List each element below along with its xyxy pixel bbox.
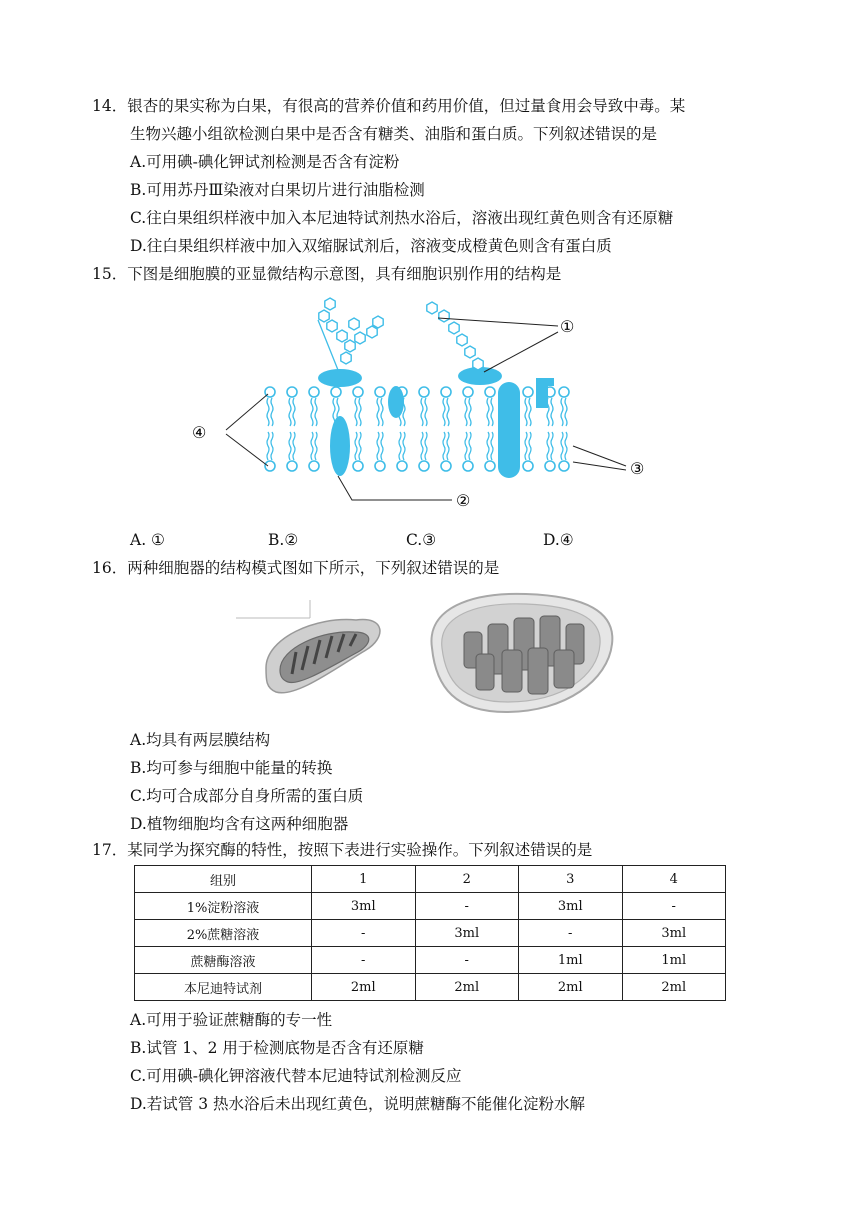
lipid-bilayer-top — [265, 387, 569, 426]
q15-option-d: D.④ — [543, 531, 574, 549]
q14-stem-2: 生物兴趣小组欲检测白果中是否含有糖类、油脂和蛋白质。下列叙述错误的是 — [130, 125, 658, 143]
q15-option-a: A. ① — [130, 531, 165, 549]
q16-option-b: B.均可参与细胞中能量的转换 — [130, 759, 333, 777]
q16-number: 16． — [92, 559, 128, 577]
q16-stem: 两种细胞器的结构模式图如下所示，下列叙述错误的是 — [127, 559, 500, 577]
q14-option-d: D.往白果组织样液中加入双缩脲试剂后，溶液变成橙黄色则含有蛋白质 — [130, 237, 612, 255]
q17-number: 17． — [92, 841, 128, 859]
experiment-table — [134, 865, 726, 1001]
label-1: ① — [560, 317, 575, 336]
chloroplast-image — [431, 594, 612, 712]
label-leaders — [226, 318, 626, 500]
q17-option-a: A.可用于验证蔗糖酶的专一性 — [130, 1011, 333, 1029]
q17-option-c: C.可用碘-碘化钾溶液代替本尼迪特试剂检测反应 — [130, 1067, 462, 1085]
table-cell: - — [415, 893, 519, 920]
table-row — [135, 893, 726, 920]
q14-stem-1: 银杏的果实称为白果，有很高的营养价值和药用价值，但过量食用会导致中毒。某 — [127, 97, 686, 115]
q17-stem-line — [92, 840, 592, 860]
table-row — [135, 920, 726, 947]
q16-stem-line — [92, 558, 499, 578]
q14-option-a: A.可用碘-碘化钾试剂检测是否含有淀粉 — [130, 153, 400, 171]
table-cell: 3ml — [415, 920, 519, 947]
q14-stem-line1 — [92, 96, 685, 116]
table-cell: 3ml — [622, 920, 726, 947]
table-cell: - — [312, 920, 416, 947]
table-cell: 2ml — [622, 974, 726, 1001]
table-row — [135, 947, 726, 974]
table-header-cell: 4 — [622, 866, 726, 893]
table-cell: 2ml — [415, 974, 519, 1001]
q14-option-c: C.往白果组织样液中加入本尼迪特试剂热水浴后，溶液出现红黄色则含有还原糖 — [130, 209, 674, 227]
table-cell: - — [312, 947, 416, 974]
table-cell: - — [519, 920, 623, 947]
q15-option-c: C.③ — [406, 531, 437, 549]
cell-membrane-diagram — [188, 294, 668, 512]
table-header-cell: 2 — [415, 866, 519, 893]
table-cell: 2ml — [312, 974, 416, 1001]
table-cell: 1%淀粉溶液 — [135, 893, 312, 920]
table-cell: 3ml — [312, 893, 416, 920]
membrane-proteins — [318, 367, 554, 478]
q15-stem: 下图是细胞膜的亚显微结构示意图，具有细胞识别作用的结构是 — [127, 265, 562, 283]
table-cell: - — [415, 947, 519, 974]
table-cell: - — [622, 893, 726, 920]
sugar-chains — [318, 298, 483, 370]
q17-stem: 某同学为探究酶的特性，按照下表进行实验操作。下列叙述错误的是 — [127, 841, 593, 859]
q15-number: 15． — [92, 265, 128, 283]
table-cell: 1ml — [519, 947, 623, 974]
q16-option-d: D.植物细胞均含有这两种细胞器 — [130, 815, 349, 833]
lipid-bilayer-bottom — [265, 432, 569, 471]
q16-option-c: C.均可合成部分自身所需的蛋白质 — [130, 787, 364, 805]
table-cell: 本尼迪特试剂 — [135, 974, 312, 1001]
q14-number: 14． — [92, 97, 128, 115]
table-header-cell: 1 — [312, 866, 416, 893]
table-row — [135, 974, 726, 1001]
q17-option-d: D.若试管 3 热水浴后未出现红黄色，说明蔗糖酶不能催化淀粉水解 — [130, 1095, 586, 1113]
label-2: ② — [456, 491, 471, 510]
table-cell: 3ml — [519, 893, 623, 920]
table-cell: 蔗糖酶溶液 — [135, 947, 312, 974]
table-cell: 1ml — [622, 947, 726, 974]
mitochondrion-image — [236, 600, 380, 693]
q15-option-b: B.② — [268, 531, 299, 549]
table-header-cell: 3 — [519, 866, 623, 893]
table-cell: 2ml — [519, 974, 623, 1001]
q14-option-b: B.可用苏丹Ⅲ染液对白果切片进行油脂检测 — [130, 181, 425, 199]
label-4: ④ — [192, 423, 207, 442]
label-3: ③ — [630, 459, 645, 478]
table-cell: 2%蔗糖溶液 — [135, 920, 312, 947]
table-header-row — [135, 866, 726, 893]
q17-option-b: B.试管 1、2 用于检测底物是否含有还原糖 — [130, 1039, 424, 1057]
organelles-figure — [236, 588, 622, 720]
table-header-cell: 组别 — [135, 866, 312, 893]
q15-stem-line — [92, 264, 561, 284]
q16-option-a: A.均具有两层膜结构 — [130, 731, 271, 749]
